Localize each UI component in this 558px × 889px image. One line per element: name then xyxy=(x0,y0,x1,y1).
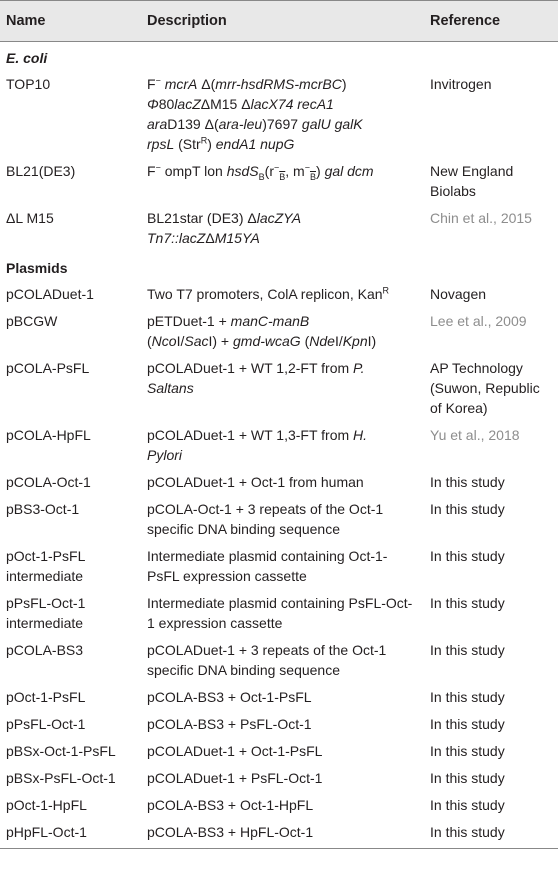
row-name: pOct-1-PsFL intermediate xyxy=(6,548,85,584)
row-name: pCOLADuet-1 xyxy=(6,286,94,302)
table-row xyxy=(0,543,558,590)
row-reference: Novagen xyxy=(430,286,487,302)
row-reference: In this study xyxy=(430,716,505,732)
row-name: pOct-1-HpFL xyxy=(6,797,87,813)
row-name: pBCGW xyxy=(6,313,58,329)
row-reference: New England Biolabs xyxy=(430,163,514,199)
row-reference: In this study xyxy=(430,474,505,490)
row-reference: In this study xyxy=(424,819,558,849)
row-description: pCOLADuet-1 + Oct-1 from human xyxy=(147,474,364,490)
table-header-row xyxy=(0,1,558,42)
row-description: Intermediate plasmid containing Oct-1-PsFL expression cassette xyxy=(147,548,388,584)
row-reference: In this study xyxy=(430,642,505,658)
row-name: pHpFL-Oct-1 xyxy=(0,819,141,849)
row-description: pCOLA-Oct-1 + 3 repeats of the Oct-1 specific DNA binding sequence xyxy=(147,501,384,537)
row-name: pBSx-Oct-1-PsFL xyxy=(6,743,116,759)
row-reference: In this study xyxy=(430,595,505,611)
row-description: pCOLA-BS3 + Oct-1-PsFL xyxy=(147,689,312,705)
row-reference: AP Technology (Suwon, Republic of Korea) xyxy=(430,360,540,416)
table-row xyxy=(0,308,558,355)
row-name: BL21(DE3) xyxy=(6,163,76,179)
row-description: BL21star (DE3) ΔlacZYA Tn7::lacZΔM15YA xyxy=(147,210,302,246)
row-reference-link[interactable]: Yu et al., 2018 xyxy=(430,427,520,443)
table-row xyxy=(0,738,558,765)
header-description: Description xyxy=(147,13,227,29)
row-name: pPsFL-Oct-1 intermediate xyxy=(6,595,86,631)
row-name: pCOLA-BS3 xyxy=(6,642,84,658)
table-row xyxy=(0,590,558,637)
table-row xyxy=(0,637,558,684)
row-description: Two T7 promoters, ColA replicon, Kan$^R$ xyxy=(147,285,390,302)
table-row xyxy=(0,281,558,308)
table-row xyxy=(0,684,558,711)
table-row xyxy=(0,205,558,252)
row-reference-link[interactable]: Lee et al., 2009 xyxy=(430,313,527,329)
row-name: ΔL M15 xyxy=(6,210,54,226)
row-reference: In this study xyxy=(430,797,505,813)
row-description: pCOLA-BS3 + PsFL-Oct-1 xyxy=(147,716,312,732)
header-reference: Reference xyxy=(430,13,501,29)
row-reference: In this study xyxy=(430,743,505,759)
row-description: pCOLADuet-1 + 3 repeats of the Oct-1 specific DNA binding sequence xyxy=(147,642,387,678)
row-reference: In this study xyxy=(430,689,505,705)
table-row xyxy=(0,765,558,792)
row-name: pOct-1-PsFL xyxy=(6,689,86,705)
row-description: F− mcrA Δ(mrr-hsdRMS-mcrBC) Φ80lacZΔM15 ΔlacX74 recA1 araD139 Δ(ara-leu)7697 galU galK rpsL (Str$^R$) endA1 nupG xyxy=(147,75,363,152)
row-name: pBSx-PsFL-Oct-1 xyxy=(6,770,116,786)
row-name: pPsFL-Oct-1 xyxy=(6,716,86,732)
row-name: pBS3-Oct-1 xyxy=(6,501,80,517)
row-description: F− ompT lon $hsdS_B(r^-_{\overline{B}}$, $m^-_{\overline{B}}$) gal dcm xyxy=(147,162,374,182)
row-description: pETDuet-1 + manC-manB (NcoI/SacI) + gmd-wcaG (NdeI/KpnI) xyxy=(147,313,377,349)
table-row xyxy=(0,469,558,496)
row-description: pCOLA-BS3 + Oct-1-HpFL xyxy=(147,797,314,813)
header-name: Name xyxy=(6,13,46,29)
row-name: TOP10 xyxy=(6,76,51,92)
section-plasmids: Plasmids xyxy=(6,260,68,276)
row-description: Intermediate plasmid containing PsFL-Oct-1 expression cassette xyxy=(147,595,413,631)
row-description: pCOLADuet-1 + WT 1,3-FT from H. Pylori xyxy=(147,427,368,463)
table-row xyxy=(0,711,558,738)
row-name: pCOLA-Oct-1 xyxy=(6,474,91,490)
table-row xyxy=(0,355,558,422)
row-reference: In this study xyxy=(430,548,505,564)
table-row xyxy=(0,792,558,819)
row-name: pCOLA-PsFL xyxy=(6,360,90,376)
table-row xyxy=(0,819,558,849)
row-description: pCOLA-BS3 + HpFL-Oct-1 xyxy=(141,819,424,849)
table-row xyxy=(0,71,558,158)
row-name: pCOLA-HpFL xyxy=(6,427,91,443)
section-row xyxy=(0,42,558,72)
table-row xyxy=(0,422,558,469)
row-description: pCOLADuet-1 + PsFL-Oct-1 xyxy=(147,770,323,786)
row-reference-link[interactable]: Chin et al., 2015 xyxy=(430,210,532,226)
row-description: pCOLADuet-1 + WT 1,2-FT from P. Saltans xyxy=(147,360,365,396)
row-description: pCOLADuet-1 + Oct-1-PsFL xyxy=(147,743,323,759)
row-reference: Invitrogen xyxy=(430,76,492,92)
table-row xyxy=(0,158,558,205)
section-row xyxy=(0,252,558,281)
section-ecoli: E. coli xyxy=(6,50,48,66)
table-row xyxy=(0,496,558,543)
row-reference: In this study xyxy=(430,501,505,517)
row-reference: In this study xyxy=(430,770,505,786)
